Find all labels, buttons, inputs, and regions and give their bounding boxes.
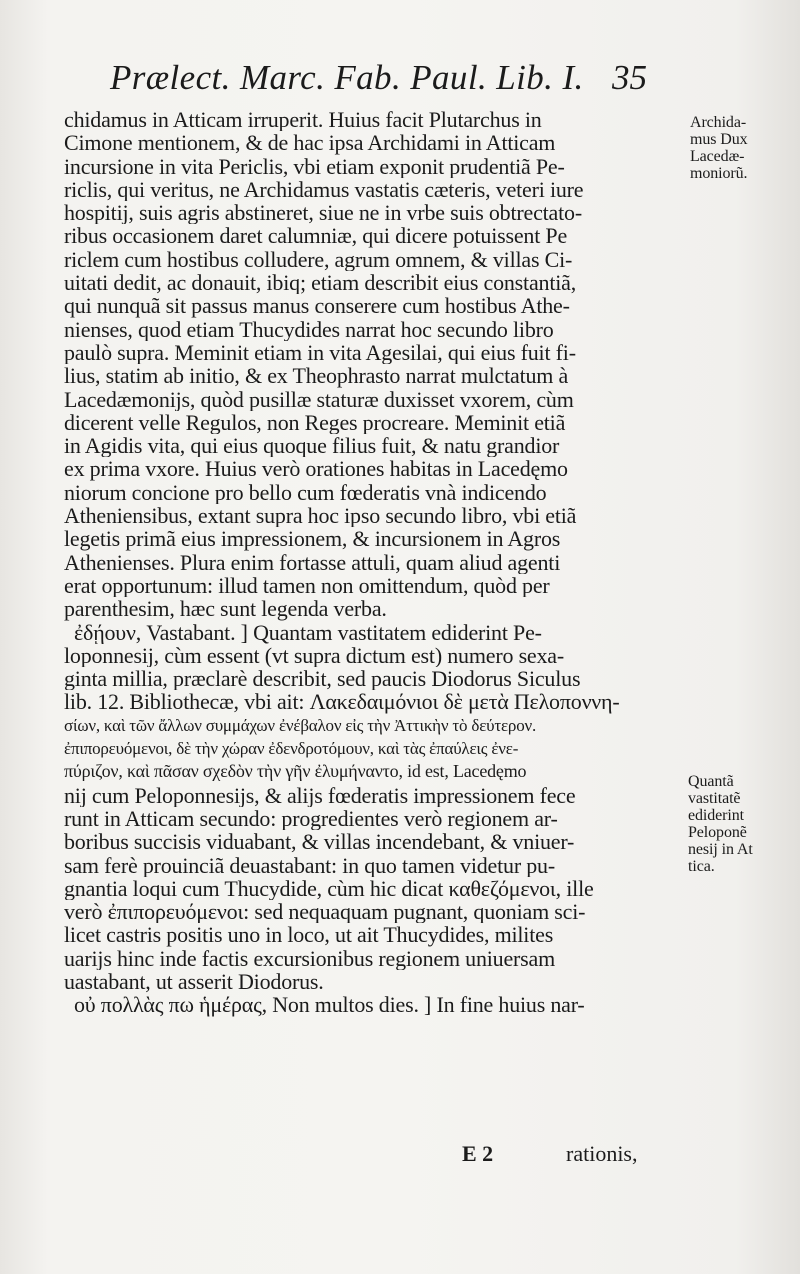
text-line: lib. 12. Bibliothecæ, vbi ait: Λακεδαιμόνιοι δὲ μετὰ Πελοποννη- [64,690,620,714]
text-line: verò ἐπιπορευόμενοι: sed nequaquam pugnant, quoniam sci- [64,900,586,924]
text-line: erat opportunum: illud tamen non omittendum, quòd per [64,573,550,598]
page-header [110,58,670,98]
marginal-note [690,114,800,182]
text-line: riclem cum hostibus colludere, agrum omnem, & villas Ci- [64,247,573,272]
signature-mark: E 2 [462,1141,494,1166]
text-line: runt in Atticam secundo: progredientes verò regionem ar- [64,806,558,831]
marginal-note-line: Archida- [690,114,747,131]
text-line: chidamus in Atticam irruperit. Huius facit Plutarchus in [64,108,542,132]
text-line: Cimone mentionem, & de hac ipsa Archidami in Atticam [64,131,556,155]
text-line: riclis, qui veritus, ne Archidamus vastatis cæteris, veteri iure [64,177,584,202]
text-line: nienses, quod etiam Thucydides narrat hoc secundo libro [64,317,554,341]
greek-quote-line: ἐπιπορευόμενοι, δὲ τὴν χώραν ἐδενδροτόμουν, καὶ τὰς ἐπαύλεις ἐνε- [64,739,519,759]
marginal-note-line: nesij in At [688,841,753,858]
body-text [64,108,684,1017]
greek-quote-line: πύριζον, καὶ πᾶσαν σχεδὸν τὴν γῆν ἐλυμήναντο, id est, Lacedęmo [64,761,527,782]
text-line: legetis primã eius impressionem, & incursionem in Agros [64,527,561,551]
text-line: boribus succisis viduabant, & villas incendebant, & vniuer- [64,830,575,854]
marginal-note-line: vastitatẽ [688,790,741,807]
marginal-note-line: mus Dux [690,131,748,148]
text-line: niorum concione pro bello cum fœderatis vnà indicendo [64,480,547,505]
greek-quote-line: σίων, καὶ τῶν ἄλλων συμμάχων ἐνέβαλον εἰς τὴν Ἀττικὴν τὸ δεύτερον. [64,715,537,735]
text-line: loponnesij, cùm essent (vt supra dictum est) numero sexa- [64,643,564,668]
marginal-note-line: moniorũ. [690,165,748,182]
running-head: Prælect. Marc. Fab. Paul. Lib. I. [110,58,584,97]
marginal-note-line: Peloponẽ [688,824,747,841]
catchword: rationis, [566,1141,638,1166]
text-line: ribus occasionem daret calumniæ, qui dicere potuissent Pe [64,224,568,248]
text-line: ex prima vxore. Huius verò orationes habitas in Lacedęmo [64,457,568,481]
text-line: lius, statim ab initio, & ex Theophrasto narrat mulctatum à [64,364,569,388]
text-line: incursione in vita Periclis, vbi etiam exponit prudentiã Pe- [64,154,565,178]
text-line: in Agidis vita, qui eius quoque filius fuit, & natu grandior [64,434,560,458]
text-line: uastabant, ut asserit Diodorus. [64,969,324,994]
text-line: ginta millia, præclarè describit, sed paucis Diodorus Siculus [64,667,581,691]
lemma-line: οὐ πολλὰς πω ἡμέρας, Non multos dies. ] In fine huius nar- [74,993,585,1017]
marginal-note-line: Lacedæ- [690,148,745,165]
marginal-note-line: Quantã [688,773,734,790]
page-footer [462,1140,682,1168]
text-line: Atheniensibus, extant supra hoc ipso secundo libro, vbi etiã [64,504,577,528]
text-line: licet castris positis uno in loco, ut ait Thucydides, milites [64,923,554,947]
text-line: Lacedæmonijs, quòd pusillæ staturæ duxisset vxorem, cùm [64,387,574,411]
text-line: uitati dedit, ac donauit, ibiq; etiam describit eius constantiã, [64,271,577,295]
text-line: uarijs hinc inde factis excursionibus regionem uniuersam [64,946,555,970]
marginal-note-line: ediderint [688,807,744,824]
page-number: 35 [612,58,647,97]
marginal-note [688,773,800,875]
text-line: gnantia loqui cum Thucydide, cùm hic dicat καθεζόμενοι, ille [64,876,594,901]
text-line: qui nunquã sit passus manus conserere cum hostibus Athe- [64,294,570,318]
text-line: hospitij, suis agris abstineret, siue ne in vrbe suis obtrectato- [64,201,582,225]
lemma-line: ἐδῄουν, Vastabant. ] Quantam vastitatem ediderint Pe- [74,620,542,644]
text-line: dicerent velle Regulos, non Reges procreare. Meminit etiã [64,410,566,435]
marginal-note-line: tica. [688,858,715,875]
text-line: sam ferè prouinciã deuastabant: in quo tamen videtur pu- [64,853,555,877]
text-line: parenthesim, hæc sunt legenda verba. [64,597,387,621]
text-line: nij cum Peloponnesijs, & alijs fœderatis impressionem fece [64,783,576,807]
text-line: Athenienses. Plura enim fortasse attuli, quam aliud agenti [64,550,561,574]
text-line: paulò supra. Meminit etiam in vita Agesilai, qui eius fuit fi- [64,340,576,365]
